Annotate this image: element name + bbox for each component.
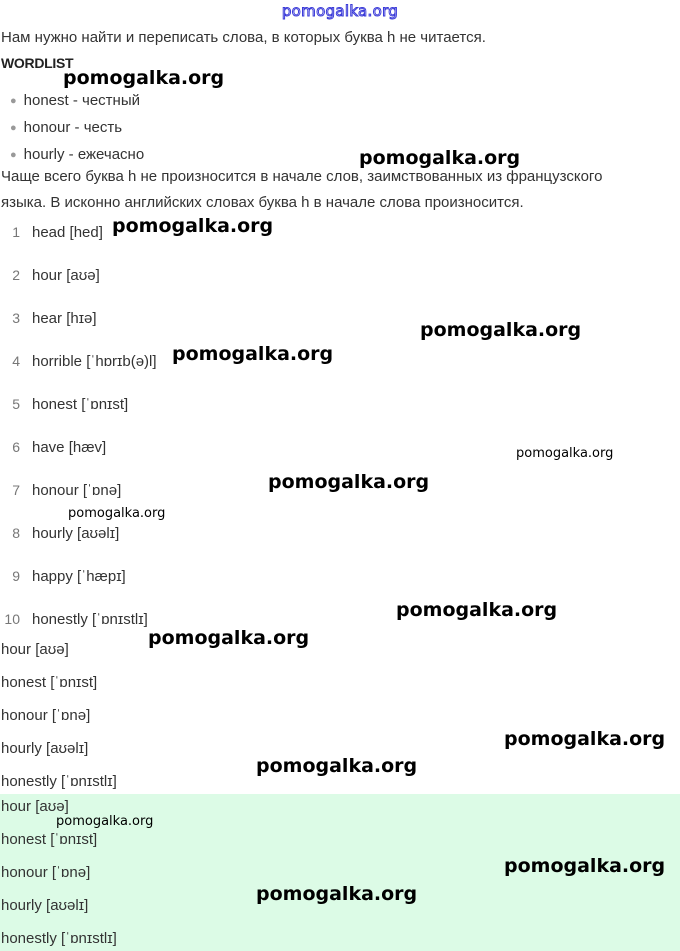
watermark: pomogalka.org xyxy=(504,728,666,750)
bullet-icon: ● xyxy=(10,122,17,134)
exercise-word: honour [ˈɒnə] xyxy=(32,482,122,499)
exercise-number: 1 xyxy=(12,224,20,240)
highlighted-answer-word: hourly [aʊəlɪ] xyxy=(1,897,89,914)
exercise-number: 2 xyxy=(12,267,20,283)
exercise-word: head [hed] xyxy=(32,224,103,241)
watermark: pomogalka.org xyxy=(504,855,666,877)
exercise-number: 3 xyxy=(12,310,20,326)
exercise-number: 7 xyxy=(12,482,20,498)
site-header-link[interactable]: pomogalka.org xyxy=(281,2,399,20)
exercise-word: hear [hɪə] xyxy=(32,310,97,327)
exercise-number: 6 xyxy=(12,439,20,455)
highlighted-answer-word: honestly [ˈɒnɪstlɪ] xyxy=(1,930,117,947)
wordlist-item-text: hourly - ежечасно xyxy=(23,146,145,163)
task-intro: Нам нужно найти и переписать слова, в которых буква h не читается. xyxy=(1,29,486,46)
wordlist-item xyxy=(10,119,122,136)
answer-word: honour [ˈɒnə] xyxy=(1,707,91,724)
watermark: pomogalka.org xyxy=(359,147,521,169)
answer-word: honest [ˈɒnɪst] xyxy=(1,674,98,691)
wordlist-item xyxy=(10,146,144,163)
exercise-number: 5 xyxy=(12,396,20,412)
exercise-word: have [hæv] xyxy=(32,439,107,456)
highlighted-answer-word: honest [ˈɒnɪst] xyxy=(1,831,98,848)
watermark: pomogalka.org xyxy=(112,215,274,237)
watermark: pomogalka.org xyxy=(56,814,154,829)
watermark: pomogalka.org xyxy=(268,471,430,493)
watermark: pomogalka.org xyxy=(256,883,418,905)
exercise-number: 8 xyxy=(12,525,20,541)
watermark: pomogalka.org xyxy=(63,67,225,89)
bullet-icon: ● xyxy=(10,149,17,161)
explanation-line: Чаще всего буква h не произносится в начале слов, заимствованных из французского xyxy=(1,168,603,185)
watermark: pomogalka.org xyxy=(516,446,614,461)
watermark: pomogalka.org xyxy=(172,343,334,365)
explanation-line: языка. В исконно английских словах буква h в начале слова произносится. xyxy=(1,194,524,211)
watermark: pomogalka.org xyxy=(148,627,310,649)
highlighted-answer-word: hour [aʊə] xyxy=(1,798,69,815)
answer-word: hour [aʊə] xyxy=(1,641,69,658)
exercise-word: honest [ˈɒnɪst] xyxy=(32,396,129,413)
exercise-number: 4 xyxy=(12,353,20,369)
watermark: pomogalka.org xyxy=(68,506,166,521)
exercise-number: 10 xyxy=(4,611,20,627)
answer-word: honestly [ˈɒnɪstlɪ] xyxy=(1,773,117,790)
watermark: pomogalka.org xyxy=(256,755,418,777)
bullet-icon: ● xyxy=(10,95,17,107)
exercise-word: happy [ˈhæpɪ] xyxy=(32,568,126,585)
wordlist-item-text: honour - честь xyxy=(23,119,123,136)
exercise-word: horrible [ˈhɒrɪb(ə)l] xyxy=(32,353,157,370)
highlighted-answer-word: honour [ˈɒnə] xyxy=(1,864,91,881)
exercise-word: honestly [ˈɒnɪstlɪ] xyxy=(32,611,148,628)
watermark: pomogalka.org xyxy=(420,319,582,341)
exercise-word: hourly [aʊəlɪ] xyxy=(32,525,120,542)
exercise-word: hour [aʊə] xyxy=(32,267,100,284)
answer-word: hourly [aʊəlɪ] xyxy=(1,740,89,757)
wordlist-title: WORDLIST xyxy=(1,55,74,71)
exercise-number: 9 xyxy=(12,568,20,584)
watermark: pomogalka.org xyxy=(396,599,558,621)
wordlist-item-text: honest - честный xyxy=(23,92,140,109)
wordlist-item xyxy=(10,92,140,109)
